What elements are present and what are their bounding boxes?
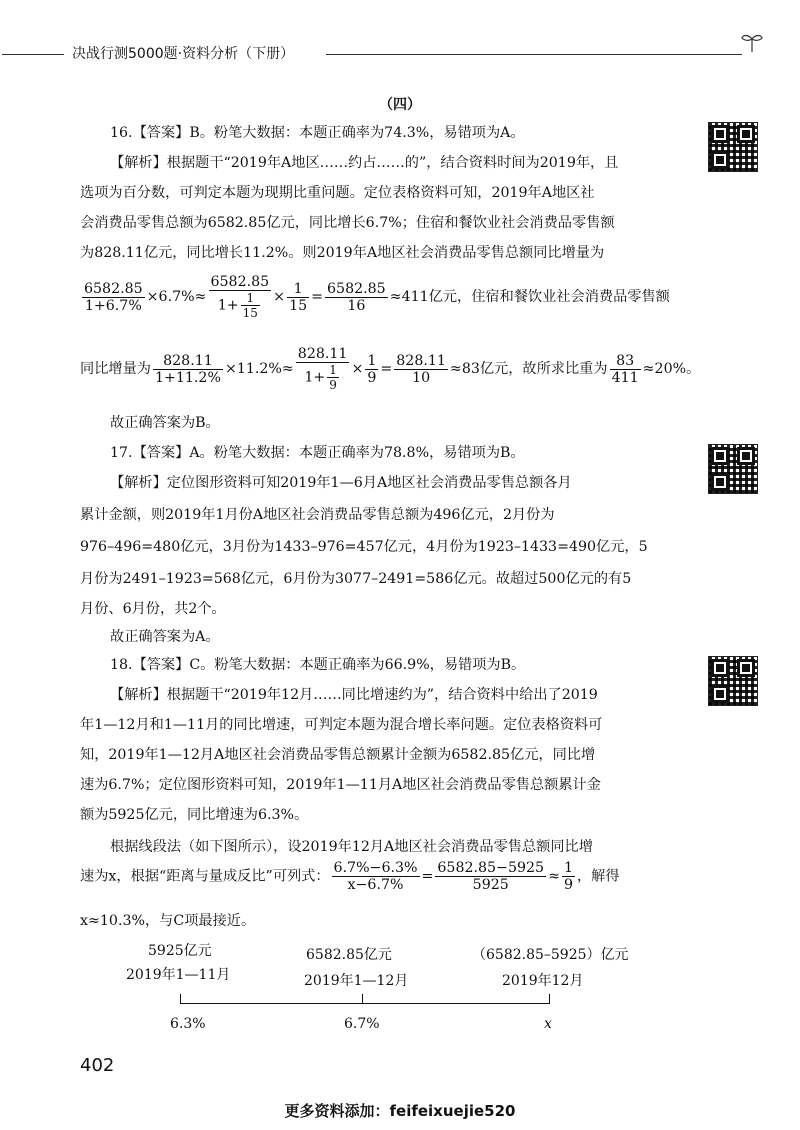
q18-analysis-line-4: 速为6.7%；定位图形资料可知，2019年1—11月A地区社会消费品零售总额累计金 (80, 777, 601, 793)
q17-analysis-line-3: 976–496=480亿元，3月份为1433–976=457亿元，4月份为1923–1433=490亿元，5 (80, 539, 648, 555)
qr-code-q17[interactable] (708, 444, 758, 494)
q16-formula-2: 同比增量为 $\frac{828.11}{1+11.2\%}$ ×11.2%≈ 828.11 1+ $\frac{1}{9}$ × $\frac{1}{9}$ = $\frac{828.11}{10}$ ≈83亿元，故所求比重为 $\frac{83}{411}$ ≈20%。 (80, 346, 701, 392)
fraction: $\frac{6582.85}{1+6.7\%}$ (84, 280, 143, 314)
diagram-right-amount: （6582.85–5925）亿元 (472, 947, 629, 963)
header-rule-right (326, 54, 742, 55)
fraction: $\frac{1}{9}$ (563, 860, 573, 893)
running-header (0, 40, 800, 68)
q16-analysis-line-3: 会消费品零售总额为6582.85亿元，同比增长6.7%；住宿和餐饮业社会消费品零售额 (80, 215, 615, 231)
q17-analysis-line-5: 月份、6月份，共2个。 (80, 601, 226, 617)
q18-analysis-line-5: 额为5925亿元，同比增速为6.3%。 (80, 807, 309, 823)
q16-answer-conclusion: 故正确答案为B。 (110, 415, 220, 431)
footer-note: 更多资料添加：feifeixuejie520 (284, 1102, 516, 1120)
fraction: $\frac{828.11}{10}$ (396, 352, 446, 386)
diagram-mid-period: 2019年1—12月 (304, 973, 409, 989)
fraction: $\frac{83}{411}$ (611, 352, 639, 386)
header-title: 决战行测5000题·资料分析（下册） (72, 46, 295, 62)
q17-answer-line: 17.【答案】A。粉笔大数据：本题正确率为78.8%，易错项为B。 (110, 445, 525, 461)
diagram-left-amount: 5925亿元 (148, 943, 212, 959)
fraction: 828.11 1+ $\frac{1}{9}$ (297, 346, 348, 392)
q17-analysis-line-1: 【解析】定位图形资料可知2019年1—6月A地区社会消费品零售总额各月 (110, 475, 572, 491)
section-title: （四） (379, 97, 421, 113)
q18-analysis-line-3: 知，2019年1—12月A地区社会消费品零售总额累计金额为6582.85亿元，同比增 (80, 747, 596, 763)
diagram-tick-left (180, 994, 181, 1004)
q18-formula: 速为x，根据“距离与量成反比”可列式： $\frac{6.7\%-6.3\%}{x-6.7\%}$ = $\frac{6582.85-5925}{5925}$ ≈ $\frac{1}{9}$ ，解得 (80, 860, 620, 893)
q18-analysis-line-6: 根据线段法（如下图所示），设2019年12月A地区社会消费品零售总额同比增 (110, 839, 593, 855)
page-number: 402 (80, 1055, 115, 1076)
q16-answer-line: 16.【答案】B。粉笔大数据：本题正确率为74.3%，易错项为A。 (110, 125, 525, 141)
q16-analysis-line-2: 选项为百分数，可判定本题为现期比重问题。定位表格资料可知，2019年A地区社 (80, 185, 595, 201)
diagram-left-period: 2019年1—11月 (126, 967, 231, 983)
fraction: $\frac{1}{15}$ (289, 280, 308, 314)
diagram-tick-mid (362, 994, 363, 1004)
diagram-mid-amount: 6582.85亿元 (306, 947, 392, 963)
fraction: 6582.85 1+ $\frac{1}{15}$ (210, 274, 270, 320)
diagram-tick-right (549, 994, 550, 1004)
diagram-axis (180, 1003, 550, 1004)
fraction: $\frac{6582.85}{16}$ (327, 280, 386, 314)
fraction: $\frac{6.7\%-6.3\%}{x-6.7\%}$ (333, 860, 418, 893)
q18-analysis-line-1: 【解析】根据题干“2019年12月……同比增速约为”，结合资料中给出了2019 (110, 687, 598, 703)
diagram-right-rate: x (544, 1016, 552, 1032)
header-rule-left (2, 54, 64, 55)
q18-result-line: x≈10.3%，与C项最接近。 (80, 913, 256, 929)
q17-analysis-line-2: 累计金额，则2019年1月份A地区社会消费品零售总额为496亿元，2月份为 (80, 507, 555, 523)
diagram-left-rate: 6.3% (170, 1016, 206, 1032)
q16-formula-1: $\frac{6582.85}{1+6.7\%}$ ×6.7%≈ 6582.85 1+ $\frac{1}{15}$ × $\frac{1}{15}$ = $\frac{6582.85}{16}$ ≈411亿元，住宿和餐饮业社会消费品零售额 (84, 274, 670, 320)
leaf-icon (740, 30, 764, 54)
q16-analysis-line-1: 【解析】根据题干“2019年A地区……约占……的”，结合资料时间为2019年，且 (110, 155, 619, 171)
q17-analysis-line-4: 月份为2491–1923=568亿元，6月份为3077–2491=586亿元。故超过500亿元的有5 (80, 571, 632, 587)
qr-code-q18[interactable] (708, 656, 758, 706)
q18-answer-line: 18.【答案】C。粉笔大数据：本题正确率为66.9%，易错项为B。 (110, 657, 526, 673)
q16-analysis-line-4: 为828.11亿元，同比增长11.2%。则2019年A地区社会消费品零售总额同比增量为 (80, 245, 605, 261)
diagram-right-period: 2019年12月 (502, 973, 584, 989)
fraction: $\frac{1}{9}$ (367, 352, 377, 386)
q18-analysis-line-2: 年1—12月和1—11月的同比增速，可判定本题为混合增长率问题。定位表格资料可 (80, 717, 603, 733)
diagram-mid-rate: 6.7% (344, 1016, 380, 1032)
q17-answer-conclusion: 故正确答案为A。 (110, 629, 220, 645)
qr-code-q16[interactable] (708, 122, 758, 172)
fraction: $\frac{828.11}{1+11.2\%}$ (154, 352, 221, 386)
fraction: $\frac{6582.85-5925}{5925}$ (437, 860, 545, 893)
